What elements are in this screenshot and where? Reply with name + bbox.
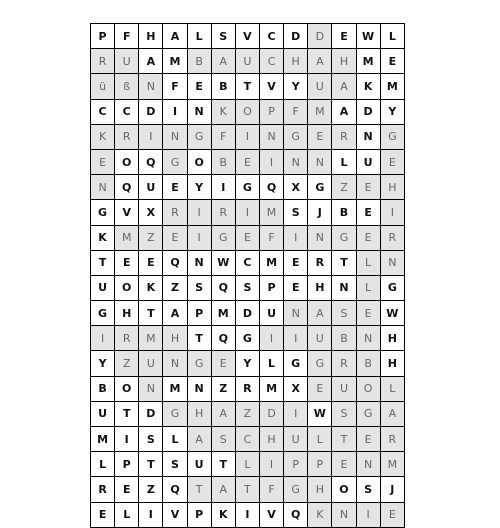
grid-cell: I (115, 427, 139, 452)
grid-cell: G (380, 275, 404, 300)
grid-cell: S (211, 24, 235, 49)
grid-cell: B (356, 351, 380, 376)
grid-cell: X (284, 175, 308, 200)
grid-cell: G (308, 175, 332, 200)
grid-cell: B (332, 200, 356, 225)
grid-cell: Y (187, 175, 211, 200)
grid-cell: A (187, 427, 211, 452)
grid-cell: G (211, 225, 235, 250)
grid-cell: O (332, 477, 356, 502)
grid-cell: N (332, 502, 356, 527)
grid-cell: T (139, 301, 163, 326)
grid-cell: H (380, 326, 404, 351)
grid-row (91, 74, 405, 99)
grid-cell: A (211, 49, 235, 74)
grid-cell: R (332, 351, 356, 376)
grid-cell: F (259, 477, 283, 502)
grid-cell: I (284, 225, 308, 250)
grid-cell: U (91, 275, 115, 300)
grid-cell: E (308, 376, 332, 401)
grid-row (91, 225, 405, 250)
grid-cell: D (284, 24, 308, 49)
grid-row (91, 124, 405, 149)
grid-cell: I (284, 401, 308, 426)
grid-cell: U (284, 427, 308, 452)
grid-cell: A (308, 301, 332, 326)
grid-cell: I (211, 175, 235, 200)
grid-cell: Z (235, 401, 259, 426)
grid-cell: O (187, 149, 211, 174)
grid-cell: J (380, 477, 404, 502)
grid-cell: Y (380, 99, 404, 124)
grid-cell: U (259, 301, 283, 326)
grid-cell: B (211, 149, 235, 174)
grid-cell: G (356, 401, 380, 426)
grid-cell: Q (139, 149, 163, 174)
grid-cell: N (356, 326, 380, 351)
grid-cell: M (380, 74, 404, 99)
grid-cell: G (187, 351, 211, 376)
grid-cell: N (139, 376, 163, 401)
grid-cell: U (235, 49, 259, 74)
grid-row (91, 502, 405, 527)
grid-cell: I (187, 200, 211, 225)
grid-row (91, 427, 405, 452)
grid-cell: S (235, 275, 259, 300)
grid-cell: Y (235, 351, 259, 376)
grid-cell: E (380, 502, 404, 527)
grid-row (91, 401, 405, 426)
grid-cell: E (211, 351, 235, 376)
grid-cell: M (356, 49, 380, 74)
grid-cell: L (91, 452, 115, 477)
grid-cell: L (163, 427, 187, 452)
grid-cell: P (187, 301, 211, 326)
grid-cell: R (91, 477, 115, 502)
grid-cell: V (115, 200, 139, 225)
grid-cell: L (380, 376, 404, 401)
grid-cell: L (332, 149, 356, 174)
grid-cell: F (259, 225, 283, 250)
grid-cell: A (139, 49, 163, 74)
grid-cell: N (187, 250, 211, 275)
grid-cell: B (187, 49, 211, 74)
grid-cell: P (284, 452, 308, 477)
grid-cell: G (235, 175, 259, 200)
grid-cell: M (259, 200, 283, 225)
grid-cell: T (211, 452, 235, 477)
grid-cell: N (356, 452, 380, 477)
grid-cell: E (356, 427, 380, 452)
grid-cell: G (163, 401, 187, 426)
grid-cell: G (187, 124, 211, 149)
grid-cell: A (163, 301, 187, 326)
grid-cell: L (356, 275, 380, 300)
grid-cell: R (163, 200, 187, 225)
grid-cell: C (259, 49, 283, 74)
grid-cell: E (284, 250, 308, 275)
word-search-body (91, 24, 405, 528)
grid-cell: T (332, 250, 356, 275)
grid-cell: U (187, 452, 211, 477)
grid-cell: R (91, 49, 115, 74)
grid-cell: S (211, 427, 235, 452)
grid-cell: S (187, 275, 211, 300)
grid-cell: E (91, 502, 115, 527)
grid-cell: B (91, 376, 115, 401)
grid-cell: M (259, 250, 283, 275)
grid-cell: H (332, 49, 356, 74)
grid-cell: A (332, 74, 356, 99)
grid-cell: E (91, 149, 115, 174)
grid-cell: B (332, 326, 356, 351)
grid-row (91, 326, 405, 351)
grid-cell: N (163, 351, 187, 376)
grid-cell: R (115, 124, 139, 149)
grid-cell: S (284, 200, 308, 225)
grid-cell: I (259, 326, 283, 351)
grid-cell: L (259, 351, 283, 376)
grid-cell: ü (91, 74, 115, 99)
grid-cell: M (163, 49, 187, 74)
grid-cell: T (139, 452, 163, 477)
grid-cell: G (380, 124, 404, 149)
grid-cell: I (139, 124, 163, 149)
grid-row (91, 99, 405, 124)
grid-cell: E (235, 149, 259, 174)
grid-cell: S (332, 301, 356, 326)
grid-cell: G (91, 301, 115, 326)
grid-cell: E (163, 225, 187, 250)
grid-cell: M (380, 452, 404, 477)
grid-cell: U (356, 149, 380, 174)
grid-cell: I (284, 326, 308, 351)
grid-cell: C (115, 99, 139, 124)
grid-cell: M (139, 326, 163, 351)
grid-cell: Q (211, 275, 235, 300)
grid-cell: N (308, 225, 332, 250)
grid-cell: A (211, 401, 235, 426)
grid-cell: E (356, 225, 380, 250)
grid-cell: K (139, 275, 163, 300)
grid-cell: P (308, 452, 332, 477)
grid-cell: T (235, 74, 259, 99)
grid-cell: E (139, 250, 163, 275)
grid-cell: D (356, 99, 380, 124)
grid-cell: F (284, 99, 308, 124)
grid-cell: N (356, 124, 380, 149)
grid-cell: D (235, 301, 259, 326)
grid-cell: R (235, 376, 259, 401)
grid-cell: K (91, 124, 115, 149)
grid-cell: R (380, 427, 404, 452)
grid-cell: I (259, 452, 283, 477)
grid-cell: E (235, 225, 259, 250)
grid-cell: U (115, 49, 139, 74)
grid-cell: D (259, 401, 283, 426)
grid-cell: L (356, 250, 380, 275)
grid-cell: M (308, 99, 332, 124)
grid-cell: D (308, 24, 332, 49)
grid-cell: I (356, 502, 380, 527)
grid-cell: V (259, 74, 283, 99)
grid-cell: U (332, 376, 356, 401)
grid-cell: T (332, 427, 356, 452)
grid-cell: Q (259, 175, 283, 200)
grid-cell: I (235, 124, 259, 149)
grid-cell: X (284, 376, 308, 401)
grid-cell: I (235, 502, 259, 527)
grid-cell: U (308, 74, 332, 99)
grid-cell: U (139, 175, 163, 200)
grid-cell: U (91, 401, 115, 426)
grid-cell: E (356, 200, 380, 225)
grid-cell: U (308, 326, 332, 351)
grid-cell: C (235, 250, 259, 275)
grid-cell: N (91, 175, 115, 200)
grid-cell: W (380, 301, 404, 326)
grid-cell: Q (284, 502, 308, 527)
grid-cell: N (187, 99, 211, 124)
grid-cell: R (115, 326, 139, 351)
grid-cell: M (163, 376, 187, 401)
grid-cell: P (259, 275, 283, 300)
grid-cell: E (163, 175, 187, 200)
grid-cell: E (115, 477, 139, 502)
grid-cell: O (115, 376, 139, 401)
grid-cell: O (115, 149, 139, 174)
grid-cell: G (284, 124, 308, 149)
grid-cell: Q (211, 326, 235, 351)
grid-cell: R (380, 225, 404, 250)
grid-cell: D (139, 99, 163, 124)
grid-cell: Z (163, 275, 187, 300)
grid-cell: C (259, 24, 283, 49)
grid-cell: E (308, 124, 332, 149)
grid-row (91, 175, 405, 200)
grid-cell: Z (139, 225, 163, 250)
grid-row (91, 301, 405, 326)
grid-cell: H (308, 477, 332, 502)
grid-cell: M (91, 427, 115, 452)
grid-cell: K (91, 225, 115, 250)
grid-cell: T (187, 477, 211, 502)
grid-cell: A (308, 49, 332, 74)
grid-cell: I (91, 326, 115, 351)
grid-row (91, 149, 405, 174)
grid-cell: F (211, 124, 235, 149)
grid-row (91, 275, 405, 300)
grid-cell: B (211, 74, 235, 99)
grid-cell: G (284, 477, 308, 502)
grid-cell: L (235, 452, 259, 477)
grid-cell: E (187, 74, 211, 99)
grid-row (91, 49, 405, 74)
grid-row (91, 477, 405, 502)
grid-cell: M (211, 301, 235, 326)
grid-cell: H (163, 326, 187, 351)
grid-cell: O (115, 275, 139, 300)
grid-cell: A (332, 99, 356, 124)
grid-cell: P (91, 24, 115, 49)
grid-cell: G (308, 351, 332, 376)
grid-cell: N (284, 149, 308, 174)
grid-cell: E (115, 250, 139, 275)
grid-cell: Y (284, 74, 308, 99)
grid-cell: S (332, 401, 356, 426)
grid-cell: X (139, 200, 163, 225)
grid-cell: R (332, 124, 356, 149)
grid-cell: T (91, 250, 115, 275)
grid-cell: I (259, 149, 283, 174)
grid-cell: A (163, 24, 187, 49)
grid-cell: H (284, 49, 308, 74)
grid-cell: N (308, 149, 332, 174)
grid-cell: H (259, 427, 283, 452)
grid-cell: C (235, 427, 259, 452)
grid-cell: R (308, 250, 332, 275)
grid-cell: H (380, 351, 404, 376)
grid-row (91, 24, 405, 49)
grid-cell: Z (115, 351, 139, 376)
grid-cell: N (163, 124, 187, 149)
grid-cell: V (163, 502, 187, 527)
grid-cell: I (187, 225, 211, 250)
grid-cell: Q (163, 250, 187, 275)
grid-cell: I (380, 200, 404, 225)
grid-cell: G (163, 149, 187, 174)
grid-cell: F (163, 74, 187, 99)
grid-cell: N (380, 250, 404, 275)
grid-cell: E (356, 175, 380, 200)
grid-row (91, 351, 405, 376)
grid-cell: G (332, 225, 356, 250)
grid-cell: G (91, 200, 115, 225)
grid-cell: L (308, 427, 332, 452)
grid-cell: C (91, 99, 115, 124)
grid-cell: G (235, 326, 259, 351)
grid-cell: L (380, 24, 404, 49)
grid-cell: Q (163, 477, 187, 502)
grid-cell: T (187, 326, 211, 351)
grid-cell: K (211, 502, 235, 527)
grid-cell: S (356, 477, 380, 502)
grid-cell: V (235, 24, 259, 49)
grid-cell: A (211, 477, 235, 502)
grid-cell: G (284, 351, 308, 376)
grid-cell: O (235, 99, 259, 124)
grid-cell: ß (115, 74, 139, 99)
grid-cell: E (332, 24, 356, 49)
grid-cell: N (259, 124, 283, 149)
grid-cell: N (284, 301, 308, 326)
grid-cell: H (139, 24, 163, 49)
grid-cell: W (308, 401, 332, 426)
grid-cell: P (259, 99, 283, 124)
grid-cell: N (139, 74, 163, 99)
grid-cell: V (259, 502, 283, 527)
grid-cell: A (380, 401, 404, 426)
grid-cell: J (308, 200, 332, 225)
grid-cell: Z (332, 175, 356, 200)
grid-cell: Z (211, 376, 235, 401)
grid-cell: E (356, 301, 380, 326)
grid-row (91, 452, 405, 477)
grid-cell: P (115, 452, 139, 477)
grid-cell: H (115, 301, 139, 326)
grid-cell: T (235, 477, 259, 502)
grid-cell: U (139, 351, 163, 376)
word-search-grid (90, 23, 405, 528)
grid-cell: E (284, 275, 308, 300)
grid-cell: I (235, 200, 259, 225)
grid-cell: R (211, 200, 235, 225)
grid-cell: M (115, 225, 139, 250)
grid-cell: K (308, 502, 332, 527)
grid-cell: N (332, 275, 356, 300)
grid-cell: N (187, 376, 211, 401)
grid-cell: W (211, 250, 235, 275)
grid-cell: H (187, 401, 211, 426)
grid-cell: S (139, 427, 163, 452)
grid-cell: Q (115, 175, 139, 200)
grid-cell: L (115, 502, 139, 527)
grid-cell: O (356, 376, 380, 401)
grid-cell: Z (139, 477, 163, 502)
grid-cell: K (356, 74, 380, 99)
grid-row (91, 250, 405, 275)
grid-cell: T (115, 401, 139, 426)
grid-cell: M (259, 376, 283, 401)
grid-row (91, 376, 405, 401)
grid-cell: K (211, 99, 235, 124)
grid-cell: W (356, 24, 380, 49)
grid-cell: I (139, 502, 163, 527)
grid-cell: I (163, 99, 187, 124)
grid-cell: H (308, 275, 332, 300)
grid-cell: E (380, 49, 404, 74)
grid-row (91, 200, 405, 225)
grid-cell: E (332, 452, 356, 477)
grid-cell: D (139, 401, 163, 426)
grid-cell: L (187, 24, 211, 49)
grid-cell: S (163, 452, 187, 477)
grid-cell: H (380, 175, 404, 200)
grid-cell: Y (91, 351, 115, 376)
grid-cell: F (115, 24, 139, 49)
grid-cell: P (187, 502, 211, 527)
grid-cell: E (380, 149, 404, 174)
